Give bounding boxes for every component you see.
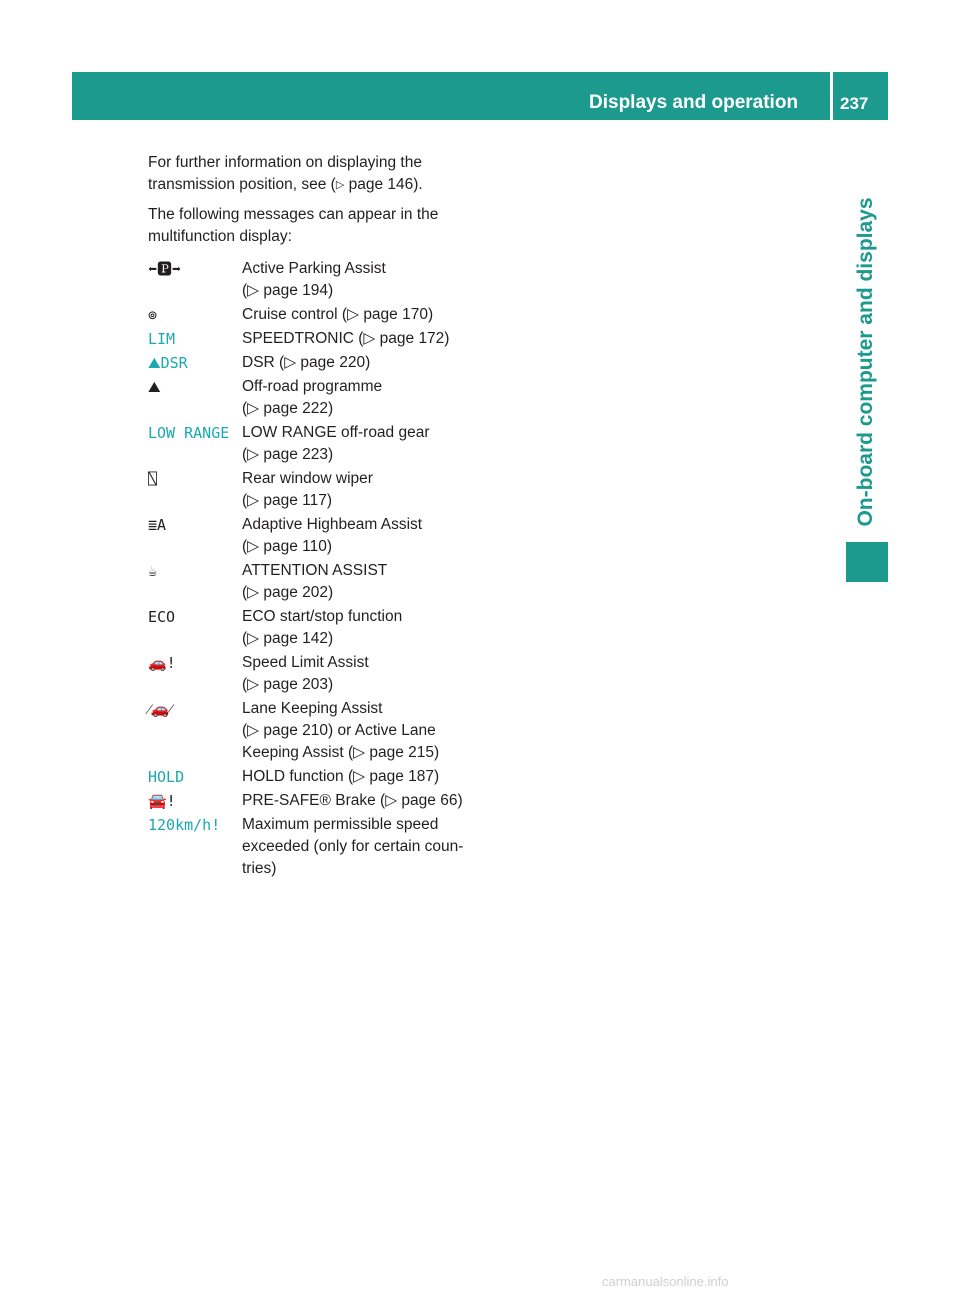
side-tab-label: On-board computer and displays bbox=[854, 197, 877, 527]
message-symbol-icon: ⍂ bbox=[148, 470, 158, 488]
list-item bbox=[148, 814, 488, 880]
description-line: (▷ page 203) bbox=[242, 676, 334, 693]
message-symbol-icon: HOLD bbox=[148, 768, 185, 786]
list-item bbox=[148, 328, 488, 350]
message-symbol-icon: ⬅🅿➡ bbox=[148, 260, 182, 278]
message-description bbox=[242, 468, 488, 512]
message-symbol-icon: ⁄🚗⁄ bbox=[148, 700, 172, 718]
message-symbol-icon: ⛰ bbox=[148, 378, 161, 396]
list-item bbox=[148, 514, 488, 558]
list-item bbox=[148, 790, 488, 812]
intro-paragraph-2 bbox=[148, 204, 488, 248]
list-item bbox=[148, 376, 488, 420]
description-line: Off-road programme bbox=[242, 378, 383, 395]
message-symbol-icon: ECO bbox=[148, 608, 176, 626]
message-symbol-icon: 🚘! bbox=[148, 792, 176, 810]
description-line: (▷ page 210) or Active Lane bbox=[242, 722, 436, 739]
list-item bbox=[148, 698, 488, 764]
description-line: Cruise control (▷ page 170) bbox=[242, 306, 434, 323]
intro-text: For further information on displaying the bbox=[148, 154, 422, 171]
list-item bbox=[148, 304, 488, 326]
description-line: LOW RANGE off-road gear bbox=[242, 424, 430, 441]
description-line: Maximum permissible speed bbox=[242, 816, 439, 833]
message-symbol-icon: ⛰DSR bbox=[148, 354, 188, 372]
message-list bbox=[148, 258, 488, 880]
message-description bbox=[242, 560, 488, 604]
description-line: ATTENTION ASSIST bbox=[242, 562, 388, 579]
header-divider bbox=[830, 72, 833, 120]
message-description bbox=[242, 258, 488, 302]
message-description bbox=[242, 422, 488, 466]
message-description bbox=[242, 352, 488, 374]
description-line: (▷ page 110) bbox=[242, 538, 333, 555]
description-line: (▷ page 202) bbox=[242, 584, 334, 601]
message-symbol-icon: ☕ bbox=[148, 562, 158, 580]
message-symbol-icon: ⊚ bbox=[148, 306, 158, 324]
description-line: (▷ page 223) bbox=[242, 446, 334, 463]
page-number: 237 bbox=[840, 94, 869, 113]
description-line: Speed Limit Assist bbox=[242, 654, 369, 671]
message-description bbox=[242, 698, 488, 764]
message-description bbox=[242, 514, 488, 558]
list-item bbox=[148, 468, 488, 512]
page-reference: page 146). bbox=[348, 176, 423, 193]
intro-text: transmission position, see ( bbox=[148, 176, 336, 193]
footer-watermark: carmanualsonline.info bbox=[602, 1274, 729, 1289]
message-symbol-icon: 120km/h! bbox=[148, 816, 221, 834]
description-line: PRE-SAFE® Brake (▷ page 66) bbox=[242, 792, 463, 809]
description-line: Lane Keeping Assist bbox=[242, 700, 383, 717]
description-line: (▷ page 222) bbox=[242, 400, 334, 417]
message-symbol-icon: LIM bbox=[148, 330, 176, 348]
message-symbol-icon: LOW RANGE bbox=[148, 424, 230, 442]
message-description bbox=[242, 606, 488, 650]
side-tab-marker bbox=[846, 542, 888, 582]
description-line: Keeping Assist (▷ page 215) bbox=[242, 744, 440, 761]
description-line: Active Parking Assist bbox=[242, 260, 386, 277]
message-description bbox=[242, 652, 488, 696]
description-line: SPEEDTRONIC (▷ page 172) bbox=[242, 330, 450, 347]
description-line: DSR (▷ page 220) bbox=[242, 354, 371, 371]
main-content bbox=[148, 152, 488, 882]
section-title: Displays and operation bbox=[589, 92, 799, 113]
intro-text: multifunction display: bbox=[148, 228, 292, 245]
list-item bbox=[148, 560, 488, 604]
intro-paragraph-1 bbox=[148, 152, 488, 196]
description-line: HOLD function (▷ page 187) bbox=[242, 768, 440, 785]
message-symbol-icon: ≣A bbox=[148, 516, 167, 534]
description-line: exceeded (only for certain coun- bbox=[242, 838, 464, 855]
message-description bbox=[242, 376, 488, 420]
description-line: Rear window wiper bbox=[242, 470, 373, 487]
description-line: Adaptive Highbeam Assist bbox=[242, 516, 423, 533]
message-description bbox=[242, 814, 488, 880]
description-line: (▷ page 142) bbox=[242, 630, 334, 647]
description-line: (▷ page 117) bbox=[242, 492, 333, 509]
page-ref-triangle-icon: ▷ bbox=[335, 179, 345, 191]
message-symbol-icon: 🚗! bbox=[148, 654, 176, 672]
intro-text: The following messages can appear in the bbox=[148, 206, 439, 223]
list-item bbox=[148, 652, 488, 696]
description-line: (▷ page 194) bbox=[242, 282, 334, 299]
message-description bbox=[242, 328, 488, 350]
list-item bbox=[148, 606, 488, 650]
message-description bbox=[242, 790, 488, 812]
message-description bbox=[242, 766, 488, 788]
list-item bbox=[148, 422, 488, 466]
description-line: tries) bbox=[242, 860, 277, 877]
description-line: ECO start/stop function bbox=[242, 608, 403, 625]
list-item bbox=[148, 258, 488, 302]
list-item bbox=[148, 766, 488, 788]
list-item bbox=[148, 352, 488, 374]
message-description bbox=[242, 304, 488, 326]
